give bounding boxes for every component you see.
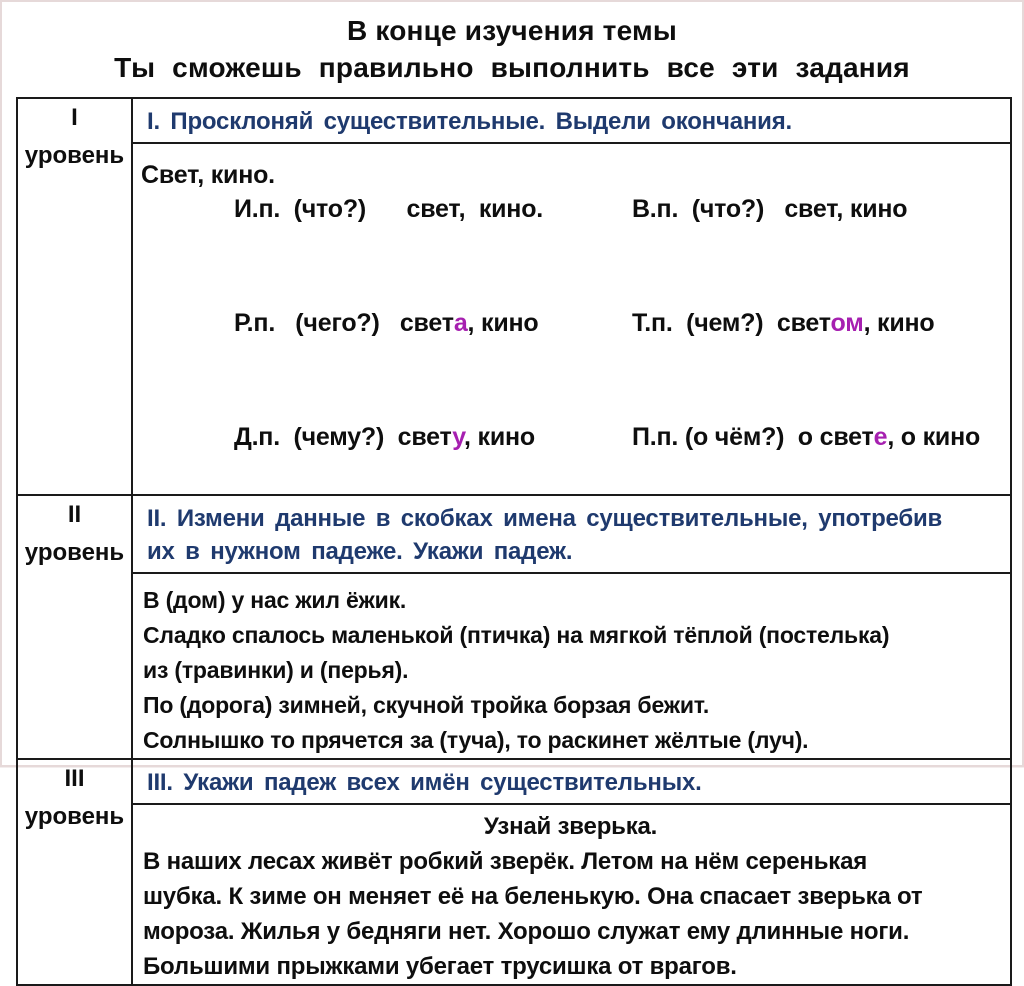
level-cell-2	[17, 495, 132, 759]
task-cell-1	[132, 98, 1011, 495]
task-2-header: II. Измени данные в скобках имена существительные, употребив их в нужном падеже. Укажи падеж.	[133, 496, 1010, 574]
level-1-numeral: I	[71, 104, 78, 131]
sentence: В (дом) у нас жил ёжик.	[143, 587, 407, 613]
level-3-numeral: III	[64, 765, 85, 792]
level-2-numeral: II	[67, 501, 82, 528]
level-2-word: уровень	[24, 539, 125, 566]
task-cell-3	[132, 759, 1011, 985]
declension-line: Д.п. (чему?) свету, кино П.п. (о чём?) о свете, о кино	[233, 423, 981, 451]
level-cell-1	[17, 98, 132, 495]
task-1-overlay-text: Свет, кино.	[141, 161, 275, 189]
sentence: шубка. К зиме он меняет её на беленькую. Она спасает зверька от	[143, 883, 923, 910]
sentence: По (дорога) зимней, скучной тройка борзая бежит.	[143, 692, 710, 718]
task-3-header: III. Укажи падеж всех имён существительных.	[133, 760, 1010, 805]
table-row-level-2	[17, 495, 1011, 759]
task-cell-2	[132, 495, 1011, 759]
task-1-body	[133, 144, 1010, 494]
sentence: из (травинки) и (перья).	[143, 657, 409, 683]
text-title: Узнай зверька.	[483, 813, 658, 840]
table-row-level-1	[17, 98, 1011, 495]
task-2-body	[133, 574, 1010, 758]
declension-line: И.п. (что?) свет, кино. В.п. (что?) свет, кино	[233, 195, 908, 223]
sentence: мороза. Жилья у бедняги нет. Хорошо служат ему длинные ноги.	[143, 918, 910, 945]
sentence: Солнышко то прячется за (туча), то раскинет жёлтые (луч).	[143, 727, 809, 753]
task-3-body	[133, 805, 1010, 984]
level-3-word: уровень	[24, 803, 125, 830]
task-1-header: I. Просклоняй существительные. Выдели окончания.	[133, 99, 1010, 144]
level-1-word: уровень	[24, 142, 125, 169]
level-cell-3	[17, 759, 132, 985]
declension-line: Р.п. (чего?) света, кино Т.п. (чем?) светом, кино	[233, 309, 935, 337]
sentence: Сладко спалось маленькой (птичка) на мягкой тёплой (постелька)	[143, 622, 890, 648]
table-row-level-3	[17, 759, 1011, 985]
title-line-2: Ты сможешь правильно выполнить все эти задания	[114, 52, 910, 83]
tasks-table	[16, 97, 1012, 986]
title-line-1: В конце изучения темы	[346, 15, 678, 46]
sentence: В наших лесах живёт робкий зверёк. Летом на нём серенькая	[143, 848, 868, 875]
sentence: Большими прыжками убегает трусишка от врагов.	[143, 953, 737, 980]
page-title	[2, 2, 1022, 86]
